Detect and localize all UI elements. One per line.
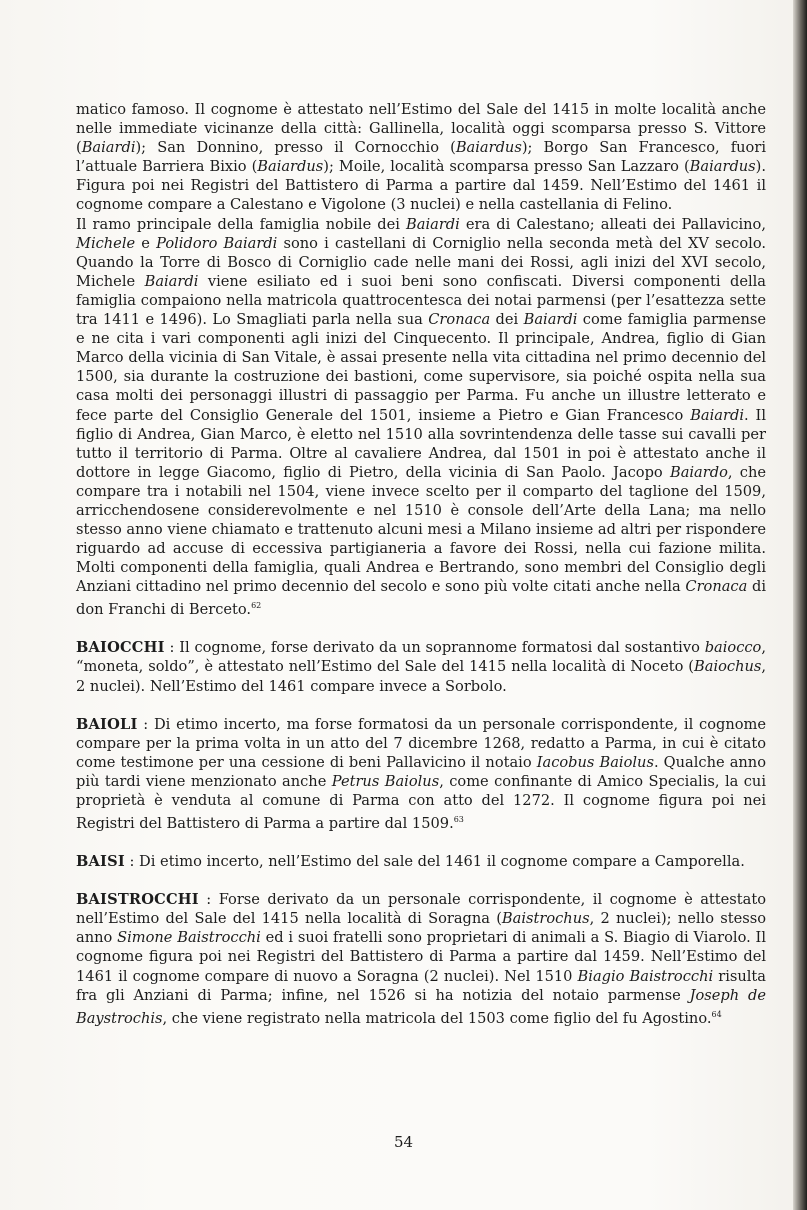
text-run: ); San Donnino, presso il Cornocchio ( bbox=[135, 139, 456, 157]
entry-headword: BAIOLI bbox=[76, 715, 138, 733]
italic-text: Baiardus bbox=[455, 139, 522, 157]
text-run: , come confinante di Amico Specialis, la cui proprietà è venduta al comune di Parma con atto del 1272. Il cognome figura poi nei Registri del Battistero di Parma a partire dal 1509. bbox=[76, 772, 766, 832]
italic-text: Baiardo bbox=[669, 463, 728, 481]
italic-text: Simone Baistrocchi bbox=[117, 929, 261, 947]
footnote-ref: 62 bbox=[251, 601, 262, 611]
italic-text: Baiardi bbox=[523, 311, 578, 329]
italic-text: Baiardus bbox=[257, 158, 324, 176]
body-text bbox=[76, 100, 766, 1028]
text-run: ); Moile, località scomparsa presso San Lazzaro ( bbox=[323, 158, 690, 176]
text-run: era di Calestano; alleati dei Pallavicino, bbox=[459, 215, 766, 233]
italic-text: Cronaca bbox=[428, 311, 491, 329]
text-run: , che compare tra i notabili nel 1504, viene invece scelto per il comparto del taglione del 1509, arricchendosene considerevolmente e nel 1510 è console dell’Arte della Lana; ma nello stesso anno viene chiamato e trattenuto alcuni mesi a Milano insieme ad altri per rispondere riguardo ad accuse di eccessiva partigianeria a favore dei Rossi, nella cui fazione milita. Molti componenti della famiglia, quali Andrea e Bertrando, sono membri del Consiglio degli Anziani cittadino nel primo decennio del secolo e sono più volte citati anche nella bbox=[76, 463, 766, 596]
text-run: . Il figlio di Andrea, Gian Marco, è eletto nel 1510 alla sovrintendenza delle tasse sui cavalli per tutto il territorio di Parma. Oltre al cavaliere Andrea, dal 1501 in poi è attestato anche il dottore in legge Giacomo, figlio di Pietro, della vicinia di San Paolo. Jacopo bbox=[76, 406, 766, 481]
italic-text: Baiardi bbox=[81, 139, 136, 157]
italic-text: Joseph de Baystrochis bbox=[76, 986, 766, 1027]
dictionary-entry bbox=[76, 638, 766, 695]
text-run: : Il cognome, forse derivato da un soprannome formatosi dal sostantivo bbox=[164, 639, 705, 657]
text-run: : Di etimo incerto, nell’Estimo del sale del 1461 il cognome compare a Camporella. bbox=[124, 853, 745, 871]
italic-text: Baiardi bbox=[406, 215, 460, 233]
paragraph bbox=[76, 215, 766, 620]
text-run: : Di etimo incerto, ma forse formatosi da un personale corrispondente, il cognome compare per la prima volta in un atto del 7 dicembre 1268, redatto a Parma, in cui è citato come testimone per una cessione di beni Pallavicino il notaio bbox=[76, 715, 766, 771]
italic-text: Iacobus Baiolus bbox=[536, 753, 654, 771]
italic-text: Baistrochus bbox=[501, 910, 590, 928]
text-run: sono i castellani di Corniglio nella seconda metà del XV secolo. Quando la Torre di Bosco di Corniglio cade nelle mani dei Rossi, agli inizi del XVI secolo, Michele bbox=[76, 234, 766, 290]
footnote-ref: 64 bbox=[711, 1009, 722, 1019]
italic-text: Baiardus bbox=[689, 158, 756, 176]
text-run: Il ramo principale della famiglia nobile dei bbox=[76, 215, 407, 233]
italic-text: Michele bbox=[76, 234, 136, 252]
dictionary-entry bbox=[76, 890, 766, 1028]
page-number: 54 bbox=[393, 1133, 414, 1151]
text-run: risulta fra gli Anziani di Parma; infine, nel 1526 si ha notizia del notaio parmense bbox=[76, 967, 766, 1004]
text-run: e bbox=[135, 234, 157, 252]
text-run: , “moneta, soldo”, è attestato nell’Estimo del Sale del 1415 nella località di Noceto ( bbox=[76, 639, 766, 676]
entry-headword: BAISTROCCHI bbox=[76, 891, 199, 909]
text-run: , 2 nuclei); nello stesso anno bbox=[76, 910, 766, 947]
text-run: : Forse derivato da un personale corrispondente, il cognome è attestato nell’Estimo del Sale del 1415 nella località di Soragna ( bbox=[76, 891, 766, 928]
text-run: matico famoso. Il cognome è attestato nell’Estimo del Sale del 1415 in molte località anche nelle immediate vicinanze della città: Gallinella, località oggi scomparsa presso S. Vittore ( bbox=[76, 101, 766, 157]
italic-text: Baiochus bbox=[694, 658, 762, 676]
text-run: viene esiliato ed i suoi beni sono confiscati. Diversi componenti della famiglia compaiono nella matricola quattrocentesca dei notai parmensi (per l’esattezza sette tra 1411 e 1496). Lo Smagliati parla nella sua bbox=[76, 272, 766, 329]
dictionary-entry bbox=[76, 852, 766, 871]
italic-text: baiocco bbox=[704, 639, 762, 657]
text-run: ); Borgo San Francesco, fuori l’attuale Barriera Bixio ( bbox=[76, 139, 766, 176]
text-run: ed i suoi fratelli sono proprietari di animali a S. Biagio di Viarolo. Il cognome figura poi nei Registri del Battistero di Parma a partire dal 1459. Nell’Estimo del 1461 il cognome compare di nuovo a Soragna (2 nuclei). Nel 1510 bbox=[76, 929, 766, 985]
dictionary-entry bbox=[76, 715, 766, 833]
italic-text: Polidoro Baiardi bbox=[156, 234, 278, 252]
text-run: dei bbox=[490, 311, 524, 329]
text-run: come famiglia parmense e ne cita i vari componenti agli inizi del Cinquecento. Il principale, Andrea, figlio di Gian Marco della vicinia di San Vitale, è assai presente nella vita cittadina nel primo decennio del 1500, sia durante la costruzione dei bastioni, come supervisore, sia poiché ospita nella sua casa molti dei personaggi illustri di passaggio per Parma. Fu anche un illustre letterato e fece parte del Consiglio Generale del 1501, insieme a Pietro e Gian Francesco bbox=[76, 311, 766, 424]
paragraph bbox=[76, 100, 766, 215]
italic-text: Baiardi bbox=[144, 272, 199, 290]
italic-text: Biagio Baistrocchi bbox=[577, 967, 714, 985]
text-run: di don Franchi di Berceto. bbox=[76, 578, 766, 619]
text-run: , 2 nuclei). Nell’Estimo del 1461 compare invece a Sorbolo. bbox=[76, 658, 766, 695]
entry-headword: BAISI bbox=[76, 853, 125, 871]
footnote-ref: 63 bbox=[453, 815, 464, 825]
text-run: . Qualche anno più tardi viene menzionato anche bbox=[76, 753, 766, 790]
text-run: ). Figura poi nei Registri del Battistero di Parma a partire dal 1459. Nell’Estimo del 1461 il cognome compare a Calestano e Vigolone (3 nuclei) e nella castellania di Felino. bbox=[76, 158, 767, 214]
entry-headword: BAIOCCHI bbox=[76, 639, 165, 657]
italic-text: Baiardi bbox=[690, 406, 744, 424]
italic-text: Petrus Baiolus bbox=[331, 772, 440, 790]
page-binding-shadow bbox=[793, 0, 807, 1210]
italic-text: Cronaca bbox=[685, 578, 748, 596]
text-run: , che viene registrato nella matricola del 1503 come figlio del fu Agostino. bbox=[162, 1009, 712, 1027]
